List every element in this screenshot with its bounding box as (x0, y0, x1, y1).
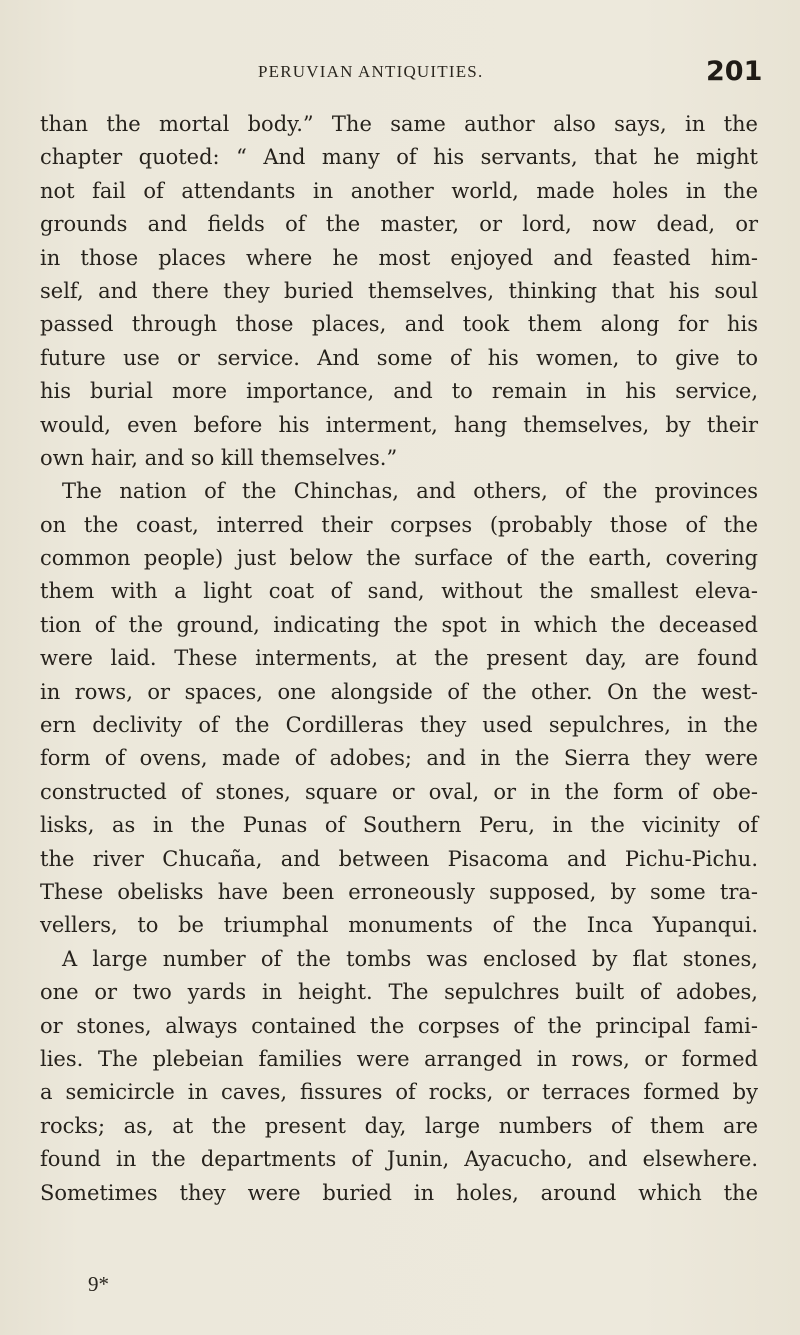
text-line: were laid. These interments, at the present day, are found (40, 646, 758, 671)
text-line: would, even before his interment, hang themselves, by their (40, 412, 758, 437)
text-line: future use or service. And some of his women, to give to (40, 345, 758, 370)
text-line: lies. The plebeian families were arranged in rows, or formed (40, 1046, 758, 1071)
text-line: in those places where he most enjoyed and feasted him- (40, 245, 758, 270)
running-head: PERUVIAN ANTIQUITIES. (258, 62, 484, 81)
text-line: found in the departments of Junin, Ayacucho, and elsewhere. (40, 1147, 758, 1172)
text-line: vellers, to be triumphal monuments of the Inca Yupanqui. (40, 913, 758, 938)
text-line: in rows, or spaces, one alongside of the other. On the west- (40, 679, 758, 704)
text-line: or stones, always contained the corpses of the principal fami- (40, 1013, 758, 1038)
text-line: common people) just below the surface of the earth, covering (40, 546, 758, 571)
text-line: form of ovens, made of adobes; and in the Sierra they were (40, 746, 758, 771)
text-line: lisks, as in the Punas of Southern Peru, in the vicinity of (40, 813, 758, 838)
text-line: rocks; as, at the present day, large numbers of them are (40, 1113, 758, 1138)
text-line: ern declivity of the Cordilleras they used sepulchres, in the (40, 713, 758, 738)
text-line: passed through those places, and took them along for his (40, 312, 758, 337)
text-line: his burial more importance, and to remain in his service, (40, 379, 758, 404)
text-line: constructed of stones, square or oval, or in the form of obe- (40, 779, 758, 804)
signature-mark: 9* (88, 1272, 109, 1296)
text-line: on the coast, interred their corpses (probably those of the (40, 512, 758, 537)
body-text (40, 108, 758, 1210)
paragraph-start-line: The nation of the Chinchas, and others, of the provinces (62, 479, 758, 504)
paragraph-start-line: A large number of the tombs was enclosed by flat stones, (62, 946, 758, 971)
text-line: the river Chucaña, and between Pisacoma and Pichu-Pichu. (40, 846, 758, 871)
text-line: a semicircle in caves, fissures of rocks, or terraces formed by (40, 1080, 758, 1105)
text-line: chapter quoted: “ And many of his servants, that he might (40, 145, 758, 170)
text-line: These obelisks have been erroneously supposed, by some tra- (40, 879, 758, 904)
text-line: grounds and fields of the master, or lord, now dead, or (40, 212, 758, 237)
text-line: not fail of attendants in another world, made holes in the (40, 178, 758, 203)
text-line: own hair, and so kill themselves.” (40, 445, 398, 470)
text-line: Sometimes they were buried in holes, around which the (40, 1180, 758, 1205)
text-line: tion of the ground, indicating the spot in which the deceased (40, 612, 758, 637)
text-line: than the mortal body.” The same author also says, in the (40, 112, 758, 136)
text-line: them with a light coat of sand, without the smallest eleva- (40, 579, 758, 604)
text-line: self, and there they buried themselves, thinking that his soul (40, 278, 758, 303)
page-number: 201 (706, 56, 763, 87)
text-line: one or two yards in height. The sepulchres built of adobes, (40, 980, 758, 1005)
